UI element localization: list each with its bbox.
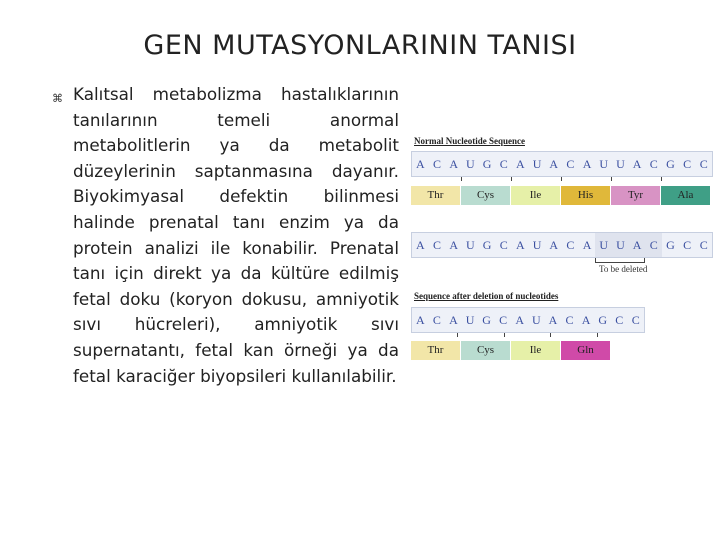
amino-acid-cell: Ala [661, 186, 711, 205]
nucleotide: U [612, 233, 629, 257]
nucleotide: U [465, 313, 475, 327]
nucleotide: A [549, 157, 559, 171]
deletion-sequence [411, 232, 713, 258]
amino-acid-cell: Gln [561, 341, 611, 360]
nucleotide: C [432, 313, 441, 327]
amino-acid-cell: Thr [411, 341, 461, 360]
slide-title: GEN MUTASYONLARININ TANISI [143, 30, 577, 61]
nucleotide: G [482, 157, 492, 171]
codon-tick [550, 333, 551, 337]
nucleotide: G [482, 313, 491, 327]
slide-body-text: Kalıtsal metabolizma hastalıklarının tanılarının temeli anormal metabolitlerin ya da metabolit düzeylerinin saptanmasına dayanır. Biyokimyasal defektin bilinmesi halinde prenatal tanı enzim ya da protein analizi ile konabilir. Prenatal tanı için direkt ya da kültüre edilmiş fetal doku (koryon dokusu, amniyotik sıvı hücreleri), amniyotik sıvı supernatantı, fetal kan örneği ya da fetal karaciğer biyopsileri kullanılabilir. [73, 84, 399, 386]
nucleotide: C [566, 157, 575, 171]
nucleotide: U [532, 238, 542, 252]
amino-acid-cell: Cys [461, 341, 511, 360]
nucleotide: C [433, 238, 442, 252]
codon-tick [597, 333, 598, 337]
codon-tick [611, 177, 612, 181]
nucleotide: A [416, 157, 425, 171]
nucleotide: C [433, 157, 442, 171]
normal-sequence-ticks [411, 177, 711, 181]
nucleotide: C [683, 238, 692, 252]
nucleotide: C [699, 157, 708, 171]
codon-tick [661, 177, 662, 181]
nucleotide: A [449, 157, 459, 171]
nucleotide: A [629, 233, 646, 257]
nucleotide: A [581, 313, 591, 327]
nucleotide: G [482, 238, 492, 252]
nucleotide: G [666, 238, 675, 252]
nucleotide: C [683, 157, 692, 171]
nucleotide: A [449, 313, 458, 327]
codon-tick [504, 333, 505, 337]
nucleotide: C [565, 313, 574, 327]
nucleotide: C [615, 313, 624, 327]
nucleotide: U [466, 157, 475, 171]
amino-acid-cell: His [561, 186, 611, 205]
codon-tick [511, 177, 512, 181]
codon-tick [461, 177, 462, 181]
after-deletion-ticks [411, 333, 643, 337]
nucleotide: U [532, 157, 542, 171]
codon-tick [457, 333, 458, 337]
nucleotide: C [499, 157, 508, 171]
nucleotide: A [516, 238, 525, 252]
bullet-icon: ⌘ [52, 92, 63, 105]
nucleotide: C [631, 313, 640, 327]
nucleotide: U [616, 157, 625, 171]
nucleotide: C [649, 157, 658, 171]
nucleotide: A [515, 313, 525, 327]
after-deletion-amino-acids [411, 341, 611, 360]
normal-sequence-label: Normal Nucleotide Sequence [414, 136, 525, 146]
deletion-bracket [595, 258, 645, 263]
nucleotide: G [598, 313, 607, 327]
nucleotide: A [582, 238, 592, 252]
nucleotide: U [599, 157, 609, 171]
nucleotide: A [549, 238, 559, 252]
nucleotide: A [416, 238, 425, 252]
amino-acid-cell: Ile [511, 341, 561, 360]
codon-tick [561, 177, 562, 181]
nucleotide: A [516, 157, 525, 171]
nucleotide: G [666, 157, 675, 171]
nucleotide: C [645, 233, 662, 257]
normal-amino-acids [411, 186, 711, 205]
after-deletion-sequence [411, 307, 645, 333]
normal-sequence [411, 151, 713, 177]
nucleotide: A [415, 313, 425, 327]
nucleotide: A [632, 157, 642, 171]
amino-acid-cell: Tyr [611, 186, 661, 205]
amino-acid-cell: Ile [511, 186, 561, 205]
nucleotide: C [499, 238, 508, 252]
nucleotide: U [532, 313, 541, 327]
deletion-note: To be deleted [599, 264, 648, 274]
nucleotide: C [699, 238, 708, 252]
nucleotide: C [566, 238, 575, 252]
amino-acid-cell: Cys [461, 186, 511, 205]
nucleotide: A [582, 157, 592, 171]
after-deletion-label: Sequence after deletion of nucleotides [414, 291, 559, 301]
nucleotide: C [499, 313, 508, 327]
nucleotide: U [466, 238, 475, 252]
amino-acid-cell: Thr [411, 186, 461, 205]
nucleotide: A [548, 313, 558, 327]
nucleotide: U [595, 233, 612, 257]
nucleotide: A [449, 238, 459, 252]
